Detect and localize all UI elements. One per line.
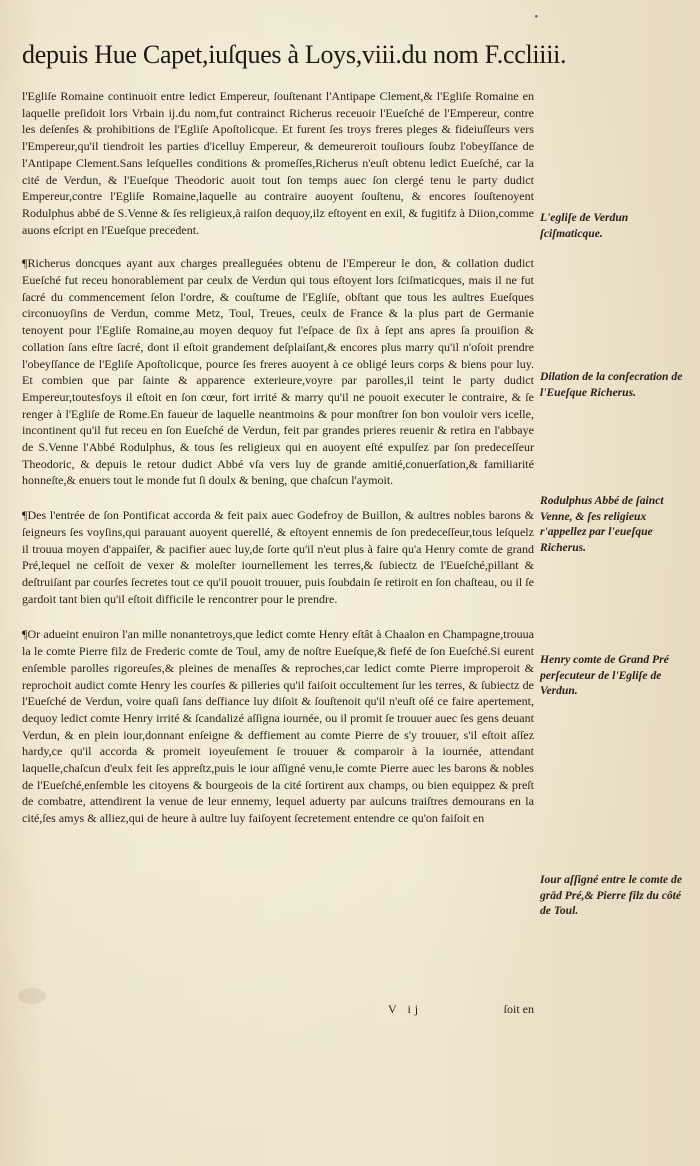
paragraph-1: l'Egliſe Romaine continuoit entre ledict Empereur, ſouſtenant l'Antipape Clement,& l'Egliſe Romaine en laquelle preſidoit lors Vrbain ij.du nom,fut contrainct Richerus receuoir l'Eueſché de l'Empereur, contre les deſenſes & prohibitions de l'Egliſe Apoſtolicque. Et furent ſes troys freres pleges & fideiuſſeurs vers l'Empereur,qu'il tiendroit les parties d'icelluy Empereur, & demeureroit touſiours ſoubz l'obeyſſance de l'Antipape Clement.Sans leſquelles conditions & promeſſes,Richerus n'euſt obtenu ledict Eueſché, car la cité de Verdun, & l'Eueſque Theodoric auoit tout ſon temps auec ſon clergé tenu le party dudict Empereur,contre l'Egliſe Romaine,laquelle au contraire auoyent ſouſtenu, & encores ſouſtenoyent Rodulphus abbé de S.Venne & ſes religieux,à raiſon dequoy,ilz eſtoyent en exil, & fugitifz à Diion,comme auons eſcript en l'Eueſque precedent.: [22, 89, 534, 237]
margin-note-3: Rodulphus Abbé de ſainct Venne, & ſes religieux r'appellez par l'eueſque Richerus.: [540, 494, 664, 554]
signature-mark: V ij: [388, 1002, 423, 1016]
corner-mark: •: [534, 12, 538, 23]
margin-note-4: Henry comte de Grand Pré perſecuteur de l'Egliſe de Verdun.: [540, 653, 669, 698]
margin-note-1: L'egliſe de Verdun ſciſmaticque.: [540, 211, 629, 240]
main-text-column: [22, 88, 534, 827]
paragraph-2: ¶Richerus doncques ayant aux charges prealleguées obtenu de l'Empereur le don, & collation dudict Eueſché fut receu honorablement par ceulx de Verdun qui tous eſtoyent lors ſciſmaticques, mais il ne fut ſacré du commencement ſelon l'ordre, & couſtume de l'Egliſe, obſtant que tous les aultres Eueſques circonuoyſins de Verdun, comme Metz, Toul, Treues, ceulx de France & la plus part de Germanie tenoyent pour l'Egliſe Romaine,au moyen dequoy fut l'eſpace de ſix à ſept ans apres ſa prouiſion & collation ſans eſtre ſacré, dont il eſtoit grandement deſplaiſant,& encores plus marry qu'il n'oſoit prendre l'obeyſſance de l'Egliſe Apoſtolicque, pource ſes freres auoyent à ce obligé leurs corps & biens pour luy. Et combien que par ſainte & apparence exterieure,voyre par parolles,il teint le party dudict Empereur,toutesfoys il eſtoit en ſon cœur, fort irrité & marry qu'il ne pouoit executer le contraire, & ſe renger à l'Egliſe de Rome.En faueur de laquelle neantmoins & pour monſtrer ſon bon vouloir vers icelle, incontinent qu'il fut receu en ſon Eueſché de Verdun, feit par grandes prieres reuenir & retira en l'abbaye de S.Venne l'Abbé Rodulphus, & tous ſes religieux qui en auoyent eſté expulſez par ſon predeceſſeur Theodoric, & depuis le retour dudict Abbé vſa vers luy de grande amitié,conuerſation,& familiarité honneſte,& enuers tout le monde fut ſi doulx & bening, que chaſcun l'aymoit.: [22, 256, 534, 488]
page-footer: [22, 1002, 534, 1022]
catchword: ſoit en: [503, 1002, 534, 1016]
margin-note-5: Iour aſſigné entre le comte de grād Pré,& Pierre filz du côté de Toul.: [540, 873, 683, 918]
paragraph-4: ¶Or adueint enuiron l'an mille nonantetroys,que ledict comte Henry eſtât à Chaalon en Champagne,trouua la le comte Pierre filz de Frederic comte de Toul, amy de noſtre Eueſque,& fiefé de ſon Eueſché.Si eurent enſemble parolles rigoreuſes,& pleines de menaſſes & reproches,car ledict comte Pierre improperoit & reprochoit audict comte Henry les courſes & pilleries qu'il faiſoit occultement ſur les terres, & ſubiectz de l'Eueſché de Verdun, voire quaſi ſans deſfiance luy diſoit & ſouſtenoit qu'il n'euſt oſé ce faire apertement, dequoy ledict comte Henry irrité & ſcandalizé aſſigna iournée, ou il promit ſe trouuer auec ſes gens deuant Verdun, & en plein iour,donnant enſeigne & deffiement au comte Pierre de s'y trouuer, s'il eſtoit aſſez hardy,ce qu'il accorda & promeit ioyeuſement ſe trouuer & comparoir à la iournée, attendant laquelle,chaſcun d'eulx feit ſes appreſtz,puis le iour aſſigné venu,le comte Pierre auec les barons & nobles de l'Eueſché,enſemble les citoyens & bourgeois de la cité ſortirent aux champs, ou bien equippez & preſt de combatre, attendirent la venue de leur ennemy, lequel aduerty par aulcuns traiſtres demourans en la cité,ſes amys & alliez,qui de heure à aultre luy faiſoyent ſecretement entendre ce qu'on faiſoit en: [22, 627, 534, 826]
running-head: depuis Hue Capet,iuſques à Loys,viii.du nom F.ccliiii.: [22, 40, 567, 69]
paragraph-3: ¶Des l'entrée de ſon Pontificat accorda & feit paix auec Godefroy de Buillon, & aultres nobles barons & ſeigneurs ſes voyſins,qui parauant auoyent querellé, & eſtoyent ennemis de ſon predeceſſeur,tous leſquelz il trouua moyen d'appaiſer, & pacifier auec luy,de ſorte qu'il n'eut plus à faire qu'a Henry comte de grand Pré,lequel ne ceſſoit de vexer & moleſter iournellement les terres,& ſubiectz de l'Eueſché,pillant & deſtruiſant par courſes ſecretes tout ce qu'il pouoit trouuer, puis ſoubdain ſe retiroit en ſon chaſteau, ou il ſe gardoit tant bien qu'il eſtoit difficile le rencontrer pour le prendre.: [22, 508, 534, 606]
margin-note-2: Dilation de la conſecration de l'Eueſque Richerus.: [540, 370, 683, 399]
